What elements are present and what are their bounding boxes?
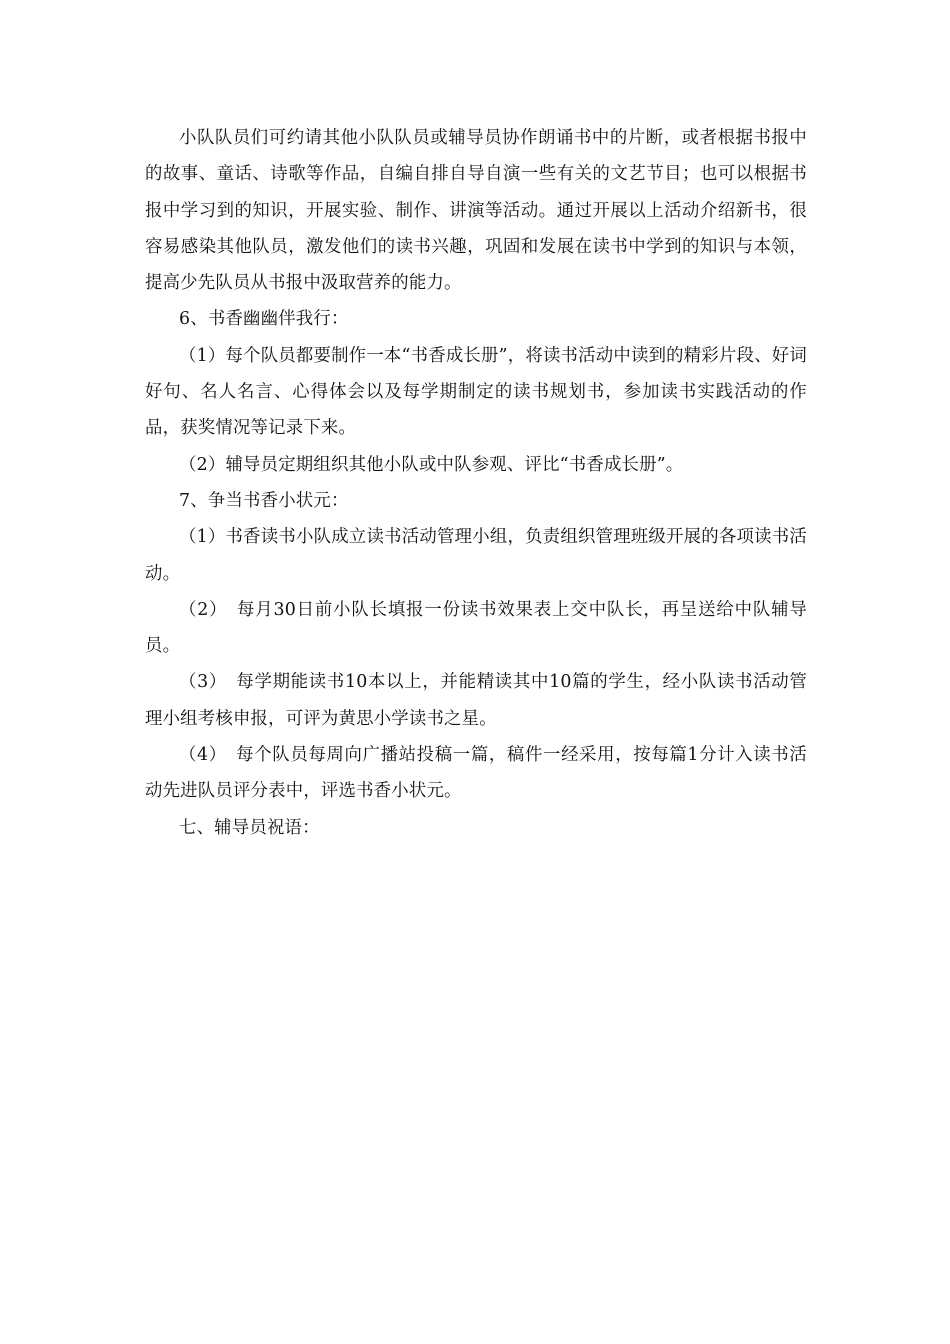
paragraph-7-4: （4） 每个队员每周向广播站投稿一篇，稿件一经采用，按每篇1分计入读书活动先进队员评分表中，评选书香小状元。: [145, 745, 807, 802]
paragraph-7-1: （1）书香读书小队成立读书活动管理小组，负责组织管理班级开展的各项读书活动。: [145, 527, 807, 584]
heading-item-6: 6、书香幽幽伴我行：: [179, 309, 349, 330]
heading-section-7: 七、辅导员祝语：: [179, 817, 320, 838]
heading-item-7: 7、争当书香小状元：: [179, 490, 349, 511]
paragraph-6-2: （2）辅导员定期组织其他小队或中队参观、评比“书香成长册”。: [179, 454, 684, 475]
paragraph-activity-intro: 小队队员们可约请其他小队队员或辅导员协作朗诵书中的片断，或者根据书报中的故事、童话、诗歌等作品，自编自排自导自演一些有关的文艺节目；也可以根据书报中学习到的知识，开展实验、制作、讲演等活动。通过开展以上活动介绍新书，很容易感染其他队员，激发他们的读书兴趣，巩固和发展在读书中学到的知识与本领，提高少先队员从书报中汲取营养的能力。: [145, 128, 807, 294]
document-body: [145, 120, 807, 846]
paragraph-6-1: （1）每个队员都要制作一本“书香成长册”，将读书活动中读到的精彩片段、好词好句、名人名言、心得体会以及每学期制定的读书规划书，参加读书实践活动的作品，获奖情况等记录下来。: [145, 345, 807, 439]
paragraph-7-3: （3） 每学期能读书10本以上，并能精读其中10篇的学生，经小队读书活动管理小组考核申报，可评为黄思小学读书之星。: [145, 672, 807, 729]
paragraph-7-2: （2） 每月30日前小队长填报一份读书效果表上交中队长，再呈送给中队辅导员。: [145, 599, 807, 657]
